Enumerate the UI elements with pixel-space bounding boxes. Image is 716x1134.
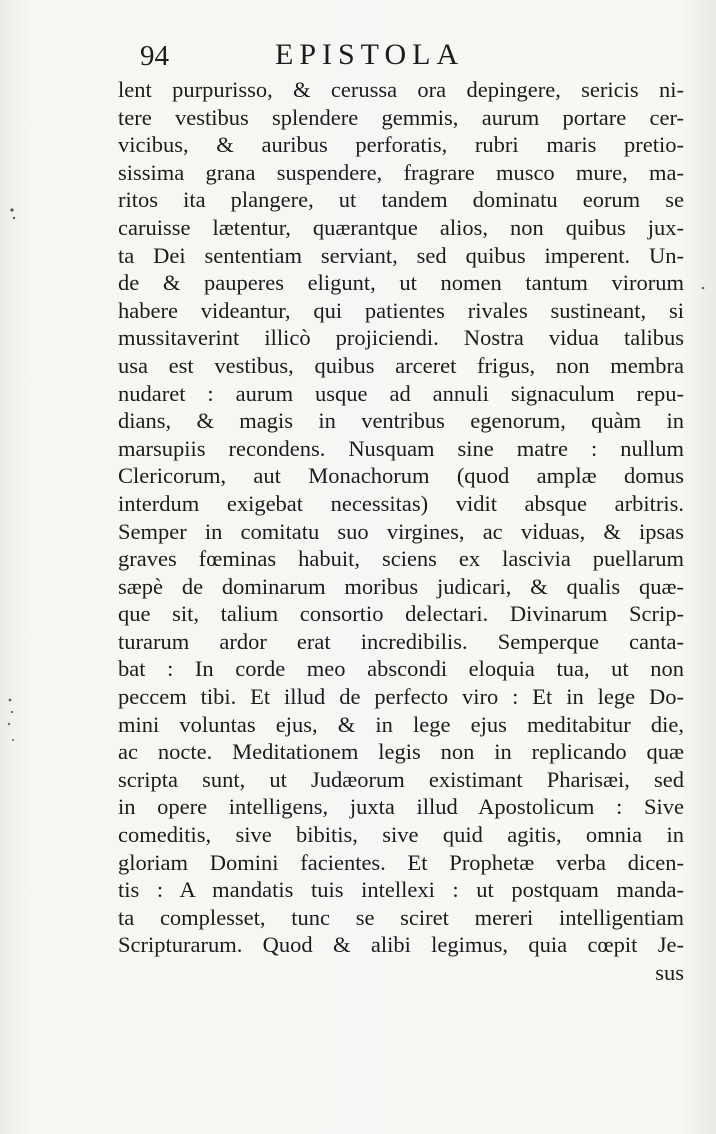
text-line: gloriam Domini facientes. Et Prophetæ verba dicen-	[118, 849, 684, 875]
text-line: ac nocte. Meditationem legis non in replicando quæ	[118, 739, 684, 765]
text-line: que sit, talium consortio delectari. Divinarum Scrip-	[118, 601, 684, 627]
text-line: interdum exigebat necessitas) vidit absque arbitris.	[118, 490, 684, 516]
text-line: sæpè de dominarum moribus judicari, & qualis quæ-	[118, 573, 684, 599]
text-line: Scripturarum. Quod & alibi legimus, quia cœpit Je-	[118, 932, 684, 958]
text-line: lent purpurisso, & cerussa ora depingere, sericis ni-	[118, 77, 684, 102]
body-text	[118, 76, 684, 987]
speck	[11, 711, 13, 713]
text-line: in opere intelligens, juxta illud Apostolicum : Sive	[118, 794, 684, 820]
text-line: mini voluntas ejus, & in lege ejus meditabitur die,	[118, 711, 684, 737]
text-line: tere vestibus splendere gemmis, aurum portare cer-	[118, 104, 684, 130]
text-line: bat : In corde meo abscondi eloquia tua, ut non	[118, 656, 684, 682]
text-line: scripta sunt, ut Judæorum existimant Pharisæi, sed	[118, 766, 684, 792]
text-line: Semper in comitatu suo virgines, ac viduas, & ipsas	[118, 518, 684, 544]
speck	[8, 723, 10, 725]
text-line: ta Dei sententiam serviant, sed quibus imperent. Un-	[118, 242, 684, 268]
speck	[10, 208, 13, 211]
speck	[9, 699, 12, 702]
page-header	[140, 38, 540, 78]
text-line: peccem tibi. Et illud de perfecto viro : Et in lege Do-	[118, 684, 684, 710]
text-line: marsupiis recondens. Nusquam sine matre : nullum	[118, 435, 684, 461]
text-line: de & pauperes eligunt, ut nomen tantum virorum	[118, 270, 684, 296]
text-line: vicibus, & auribus perforatis, rubri maris pretio-	[118, 132, 684, 158]
text-line: dians, & magis in ventribus egenorum, quàm in	[118, 408, 684, 434]
text-line: tis : A mandatis tuis intellexi : ut postquam manda-	[118, 877, 684, 903]
text-line: habere videantur, qui patientes rivales sustineant, si	[118, 297, 684, 323]
text-line: mussitaverint illicò projiciendi. Nostra vidua talibus	[118, 325, 684, 351]
text-line: caruisse lætentur, quærantque alios, non quibus jux-	[118, 214, 684, 240]
text-line: nudaret : aurum usque ad annuli signaculum repu-	[118, 380, 684, 406]
text-line: ritos ita plangere, ut tandem dominatu eorum se	[118, 187, 684, 213]
running-title: EPISTOLA	[275, 38, 465, 71]
text-line: comeditis, sive bibitis, sive quid agitis, omnia in	[118, 822, 684, 848]
speck	[12, 739, 14, 741]
text-line: graves fœminas habuit, sciens ex lascivia puellarum	[118, 546, 684, 572]
speck	[702, 287, 705, 290]
speck	[13, 217, 15, 219]
text-line: turarum ardor erat incredibilis. Semperque canta-	[118, 628, 684, 654]
page-number: 94	[140, 40, 169, 72]
text-line: ta complesset, tunc se sciret mereri intelligentiam	[118, 904, 684, 930]
catchword: sus	[655, 960, 684, 985]
text-line: usa est vestibus, quibus arceret frigus, non membra	[118, 352, 684, 378]
text-line: Clericorum, aut Monachorum (quod amplæ domus	[118, 463, 684, 489]
text-line: sissima grana suspendere, fragrare musco mure, ma-	[118, 159, 684, 185]
